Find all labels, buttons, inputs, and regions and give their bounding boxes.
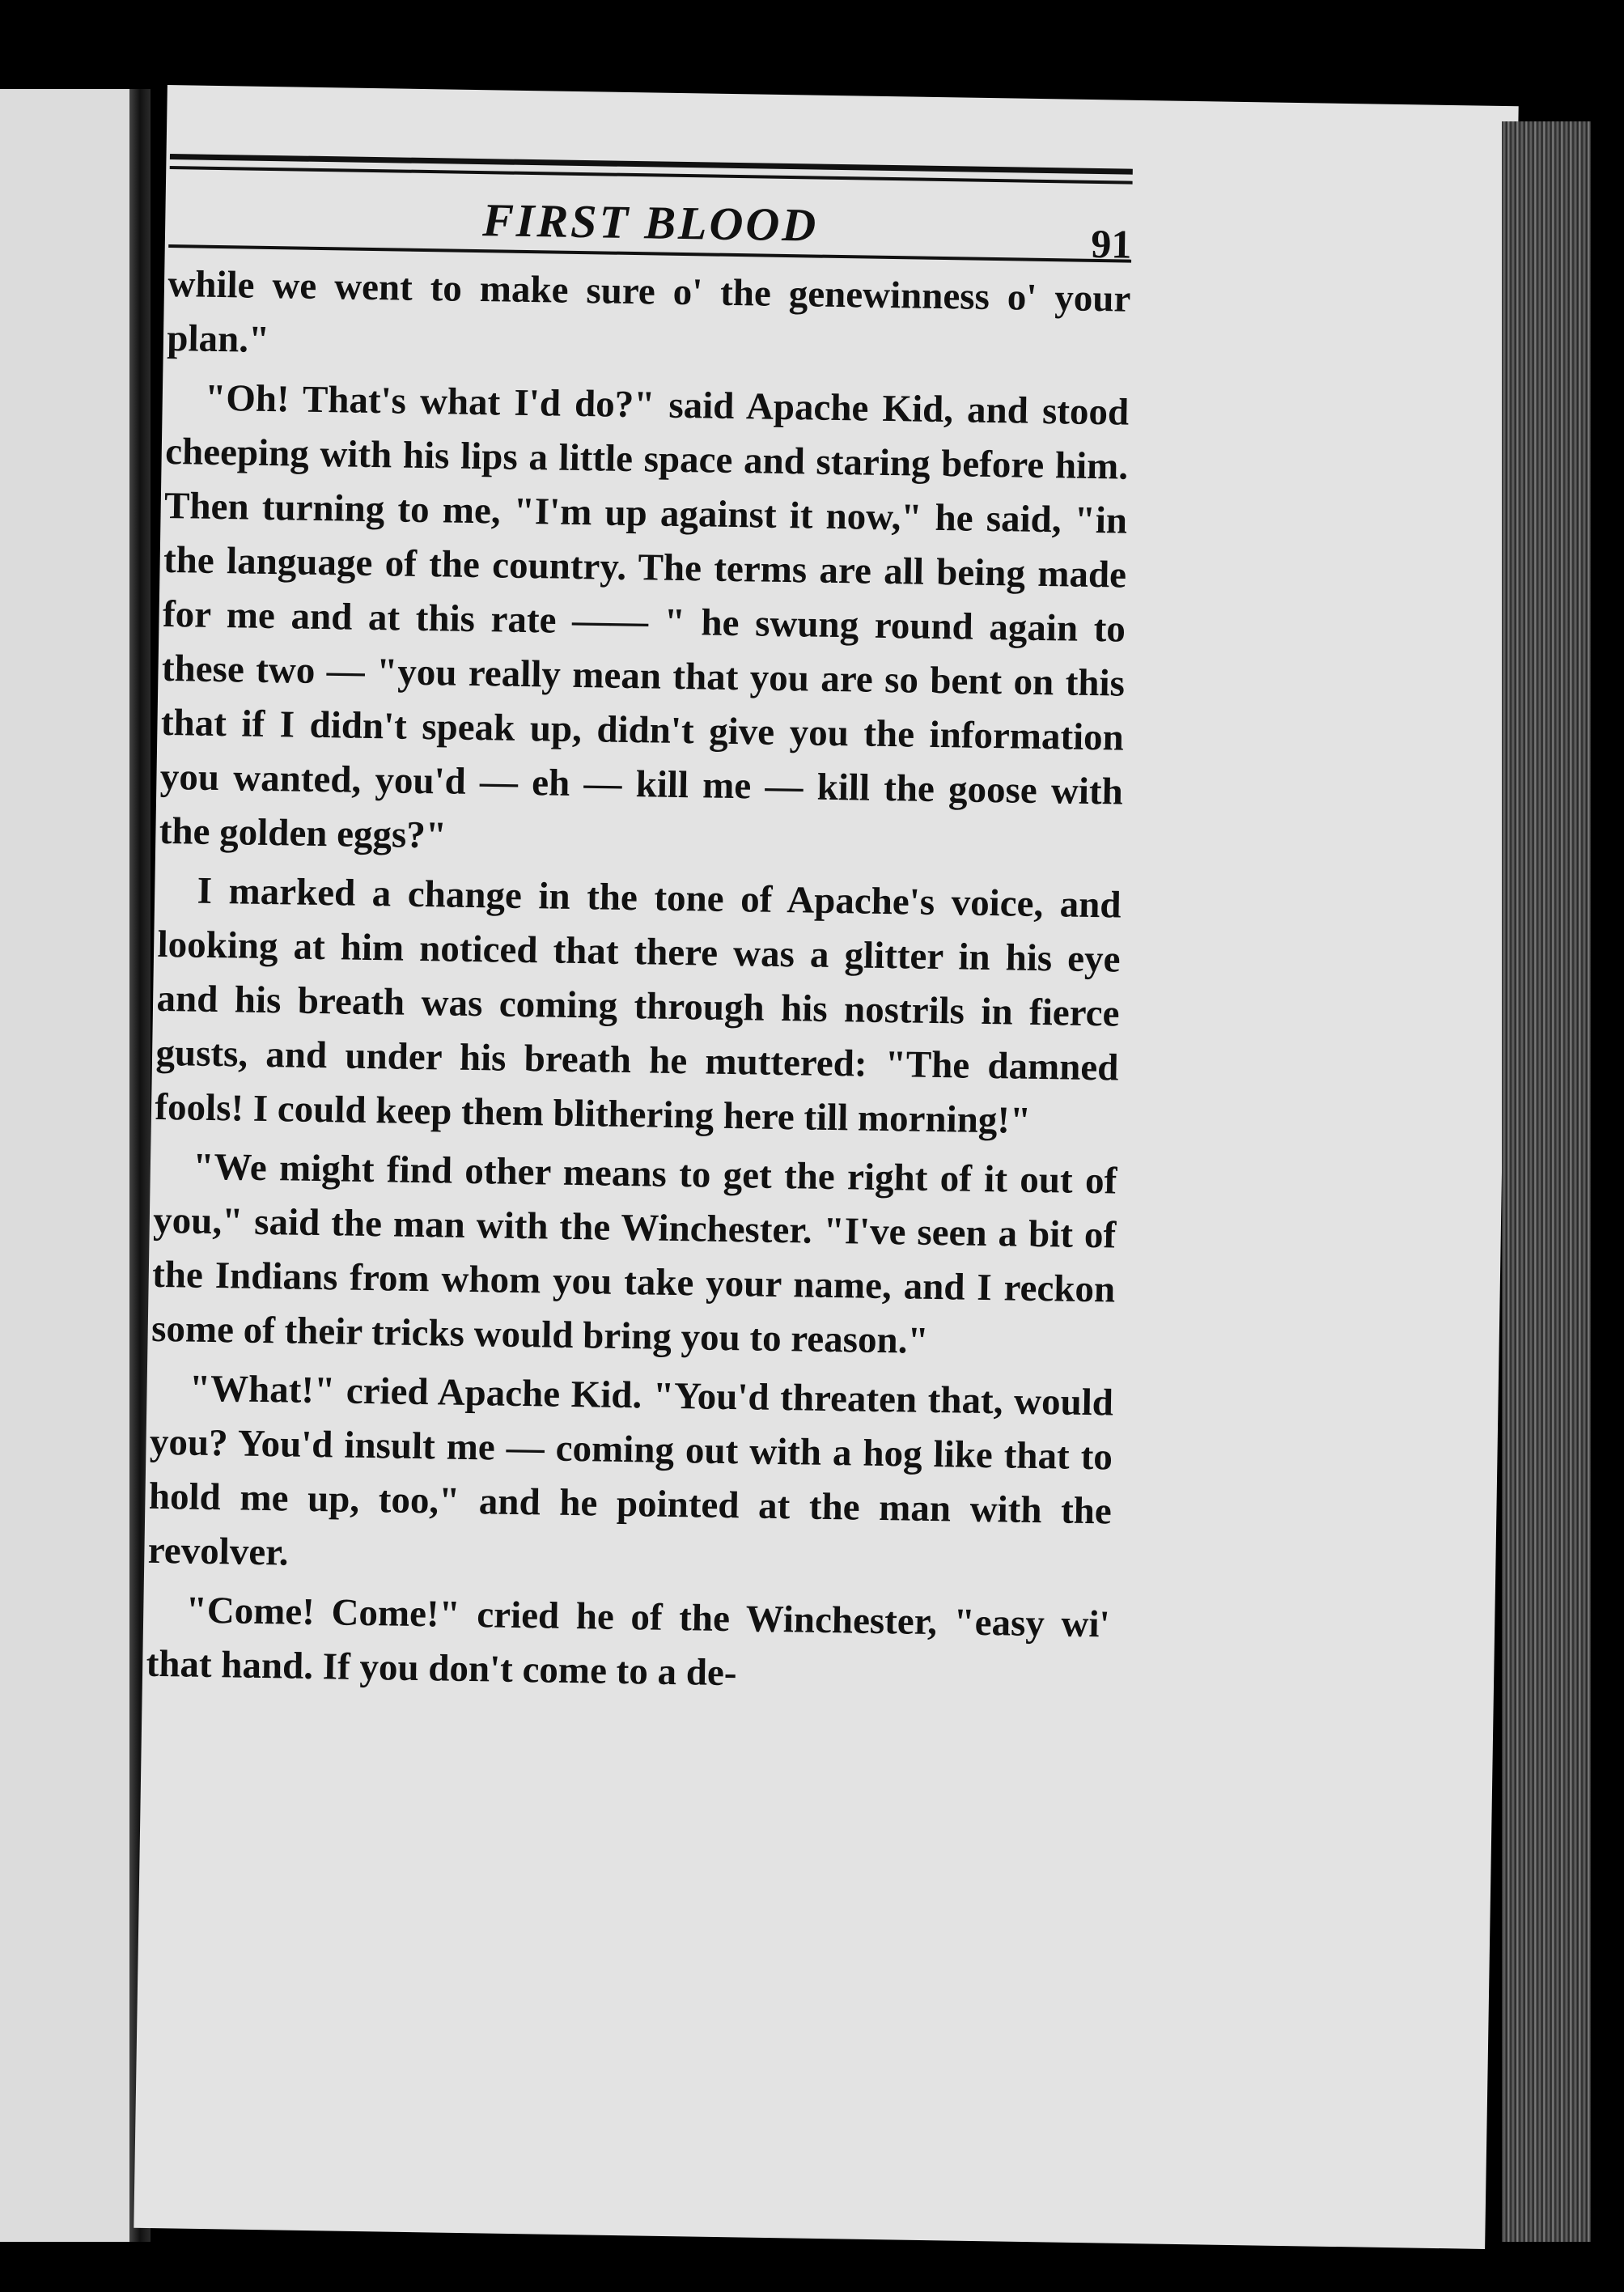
left-page-edge xyxy=(0,89,150,2242)
page-edges xyxy=(1502,121,1591,2242)
page-number: 91 xyxy=(1090,220,1132,267)
paragraph: while we went to make sure o' the genewinness o' your plan." xyxy=(167,262,1131,361)
paragraph: "Oh! That's what I'd do?" said Apache Kid, and stood cheeping with his lips a little space and staring before him. Then turning to me, "I'm up against it now," he said, "in the language of the country. The terms are all being made for me and at this rate —— " he swung round again to these two — "you really mean that you are so bent on this that if I didn't speak up, didn't give you the information you wanted, you'd — eh — kill me — kill the goose with the golden eggs?" xyxy=(159,376,1130,857)
running-title: FIRST BLOOD xyxy=(481,193,819,252)
paragraph: I marked a change in the tone of Apache's voice, and looking at him noticed that there was a glitter in his eye and his breath was coming through his nostrils in fierce gusts, and under his breath he muttered: "The damned fools! I could keep them blithering here till morning!" xyxy=(155,869,1122,1142)
page-content xyxy=(146,154,1133,1706)
body-text xyxy=(146,257,1131,1706)
paragraph: "We might find other means to get the right of it out of you," said the man with the Winchester. "I've seen a bit of the Indians from whom you take your name, and I reckon some of their tricks would bring you to reason." xyxy=(151,1145,1117,1362)
paragraph: "What!" cried Apache Kid. "You'd threaten that, would you? You'd insult me — coming out with a hog like that to hold me up, too," and he pointed at the man with the revolver. xyxy=(147,1367,1114,1574)
paragraph: "Come! Come!" cried he of the Winchester, "easy wi' that hand. If you don't come to a de- xyxy=(146,1589,1111,1695)
